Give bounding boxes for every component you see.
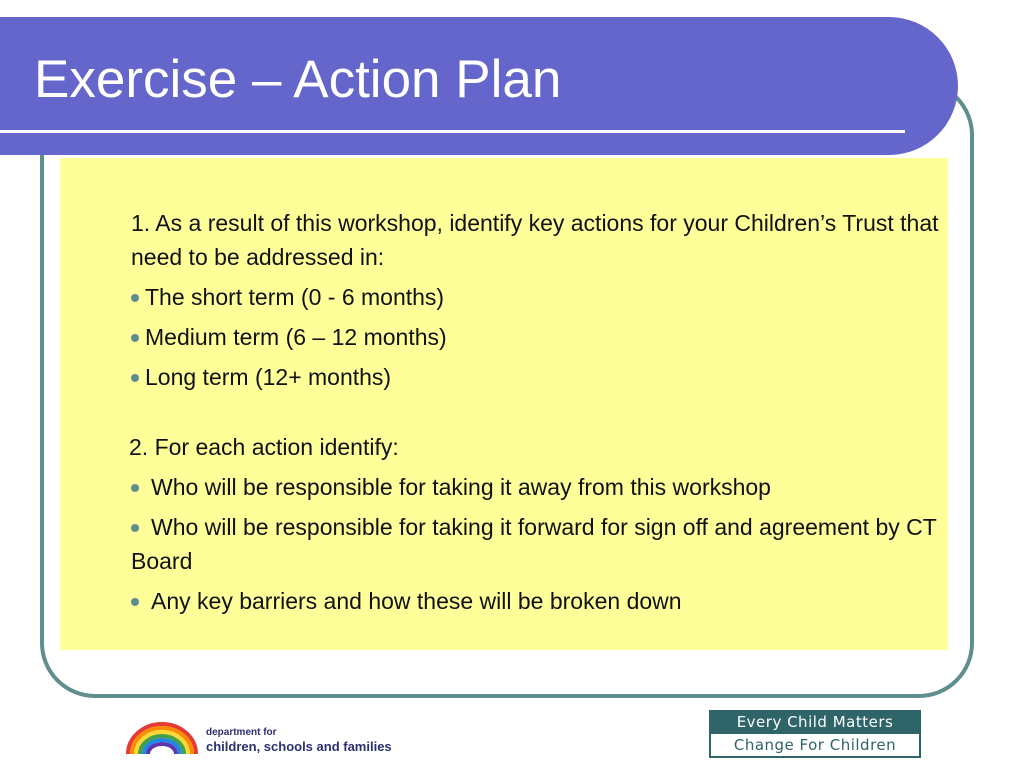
dcsf-line2: children, schools and families [206,739,392,754]
section1-bullet [131,280,941,314]
dcsf-logo [124,720,424,760]
bullet-text: Long term (12+ months) [145,364,392,390]
section1-bullet [131,360,941,394]
ecm-bottom-text: Change For Children [709,734,921,758]
section1-bullet [131,320,941,354]
bullet-text: Medium term (6 – 12 months) [145,324,447,350]
bullet-dot-icon [131,524,139,532]
bullet-dot-icon [131,484,139,492]
section2-bullet [131,584,941,618]
section2-bullet [131,470,941,504]
bullet-dot-icon [131,294,139,302]
bullet-dot-icon [131,598,139,606]
bullet-text: Who will be responsible for taking it away from this workshop [151,474,771,500]
slide-content [131,206,941,624]
title-underline [0,130,905,133]
bullet-text: Any key barriers and how these will be broken down [151,588,682,614]
bullet-text: Who will be responsible for taking it forward for sign off and agreement by CT Board [131,514,937,574]
ecm-logo [709,710,921,760]
dcsf-wordmark [206,727,392,754]
bullet-dot-icon [131,334,139,342]
slide-title: Exercise – Action Plan [34,50,562,109]
dcsf-line1: department for [206,727,277,738]
section2-bullet [131,510,941,578]
rainbow-icon [124,720,200,756]
section1-intro: 1. As a result of this workshop, identify key actions for your Children’s Trust that need to be addressed in: [131,210,939,270]
ecm-top-text: Every Child Matters [709,710,921,734]
bullet-text: The short term (0 - 6 months) [145,284,445,310]
section2-intro: 2. For each action identify: [129,434,399,460]
bullet-dot-icon [131,374,139,382]
